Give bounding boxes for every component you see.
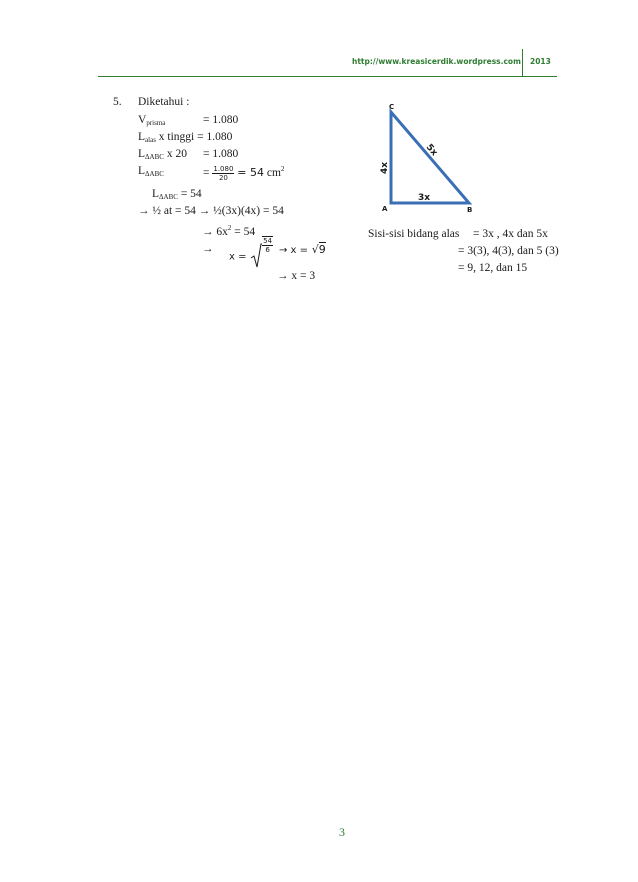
header-year: 2013 xyxy=(530,57,551,66)
given-label: Diketahui : xyxy=(138,96,190,108)
vertex-b-label: B xyxy=(467,206,473,214)
line-base-area-height: $L_{alas}$ x tinggi = 1.080 xyxy=(138,131,233,144)
sides-row-3: = 9, 12, dan 15 xyxy=(458,262,528,274)
radical-sign-icon xyxy=(250,243,262,269)
side-height-label: 4x xyxy=(380,161,390,174)
line-triangle-area-times: $L_{\Delta ABC}$ x 20 = 1.080 xyxy=(138,148,239,161)
line-x-equals-3: → x = 3 xyxy=(277,270,316,282)
fraction-1080-20: $\frac{1.080}{20}$ xyxy=(213,164,234,182)
sides-row-1: = 3x , 4x dan 5x xyxy=(473,228,548,240)
page-number: 3 xyxy=(339,825,345,839)
triangle-figure xyxy=(375,98,485,216)
problem-number: 5. xyxy=(113,96,122,108)
side-hypotenuse-label: 5x xyxy=(423,142,440,159)
header-url: http://www.kreasicerdik.wordpress.com xyxy=(352,57,521,66)
vertex-c-label: C xyxy=(389,103,395,111)
header-rule xyxy=(98,76,557,77)
line-volume: $V_{prisma}$ = 1.080 xyxy=(138,114,239,127)
vertex-a-label: A xyxy=(382,205,388,213)
sides-row-2: = 3(3), 4(3), dan 5 (3) xyxy=(458,245,559,257)
side-base-label: 3x xyxy=(418,193,431,203)
sqrt-nine: √9 xyxy=(311,243,326,256)
line-x-sqrt: → x = $\frac{54}{6}$ → x = √9 xyxy=(202,243,214,256)
line-triangle-area-fraction: $L_{\Delta ABC}$ = $\frac{1.080}{20}$ = 54 $cm^2$ xyxy=(138,164,285,182)
line-6x2: → $6x^2 = 54$ xyxy=(202,224,256,238)
header-divider xyxy=(522,49,523,76)
sqrt-fraction: $\frac{54}{6}$ xyxy=(250,243,273,269)
line-triangle-area-result: $L_{\Delta ABC} = 54$ xyxy=(152,188,202,201)
line-half-at: → ½ at = 54 → ½(3x)(4x) = 54 xyxy=(138,205,284,217)
sides-label: Sisi-sisi bidang alas xyxy=(368,228,460,240)
